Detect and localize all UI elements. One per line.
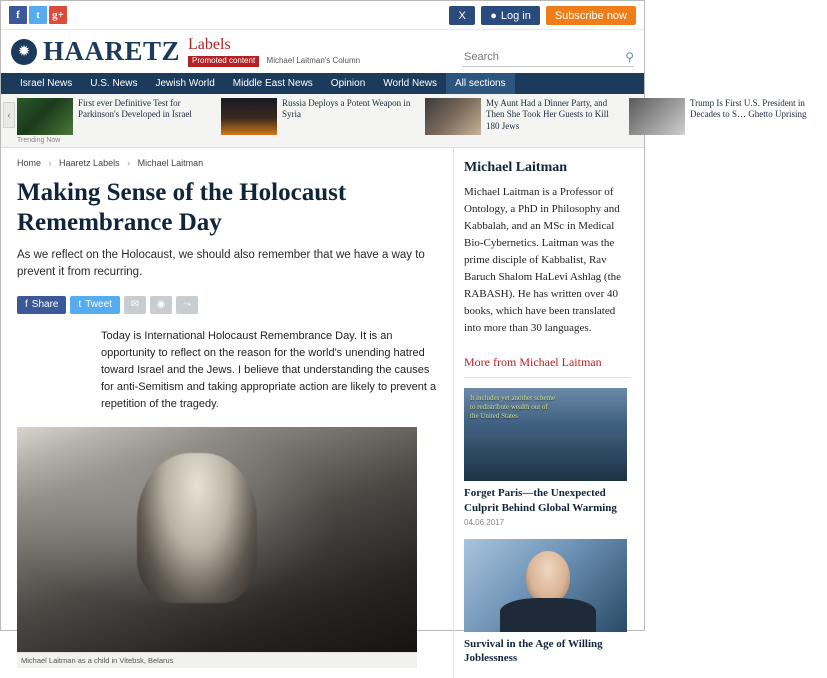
trending-thumbnail (629, 98, 685, 135)
search-input[interactable] (462, 50, 625, 64)
trending-thumbnail (17, 98, 73, 135)
nav-item-us-news[interactable]: U.S. News (90, 78, 138, 89)
breadcrumb-item-author[interactable]: Michael Laitman (137, 158, 204, 168)
login-button[interactable] (481, 6, 540, 25)
main-navigation (1, 73, 644, 94)
page-title: Making Sense of the Holocaust Remembrance Day (17, 179, 347, 236)
trending-items (1, 98, 807, 135)
logo-mark-icon: ✹ (11, 39, 37, 65)
more-from-author-title: More from Michael Laitman (464, 355, 602, 370)
masthead (1, 30, 644, 73)
related-article-title[interactable]: Survival in the Age of Willing Joblessness (464, 638, 603, 665)
twitter-icon: t (78, 299, 82, 310)
trending-strip (1, 94, 807, 148)
promoted-badge: Promoted content (188, 56, 259, 67)
trending-label: Trending Now (17, 137, 61, 144)
share-stumbleupon-icon[interactable]: ⤳ (176, 296, 198, 314)
trending-item[interactable] (17, 98, 215, 135)
article-photo (17, 427, 417, 652)
related-article-date: 04.06.2017 (464, 518, 505, 528)
share-facebook-label: Share (31, 299, 59, 310)
share-twitter-button[interactable] (70, 296, 119, 314)
breadcrumb-separator: › (127, 158, 131, 168)
top-actions (449, 6, 636, 25)
breadcrumb (17, 158, 439, 168)
nav-item-all-sections[interactable]: All sections (446, 73, 515, 94)
nav-item-jewish-world[interactable]: Jewish World (155, 78, 215, 89)
user-icon: ● (490, 9, 497, 22)
trending-item-title: First ever Definitive Test for Parkinson's Developed in Israel (78, 98, 192, 120)
article-body (101, 328, 439, 413)
facebook-icon[interactable]: f (9, 6, 27, 24)
thumbnail-portrait-body (500, 598, 596, 632)
trending-thumbnail (221, 98, 277, 135)
thumbnail-gradient (464, 437, 627, 481)
google-plus-icon[interactable]: g+ (49, 6, 67, 24)
article-paragraph: Today is International Holocaust Remembrance Day. It is an opportunity to reflect on the reason for the world's unending hatred toward Israel and the Jews. I believe that understanding the causes for anti-Semitism and taking appropriate action are likely to prevent a repetition of the tragedy. (101, 329, 437, 410)
search-box[interactable] (462, 50, 634, 67)
twitter-icon[interactable]: t (29, 6, 47, 24)
trending-item-title: Russia Deploys a Potent Weapon in Syria (282, 98, 411, 120)
site-logo[interactable] (11, 36, 180, 67)
facebook-icon: f (25, 299, 28, 310)
related-thumbnail (464, 388, 627, 481)
article-column (1, 148, 453, 678)
search-icon[interactable]: ⚲ (625, 50, 634, 64)
share-email-icon[interactable]: ✉ (124, 296, 146, 314)
nav-item-opinion[interactable]: Opinion (330, 78, 366, 89)
related-article-card[interactable] (464, 388, 630, 527)
trending-item[interactable] (425, 98, 623, 135)
breadcrumb-separator: › (48, 158, 52, 168)
trending-thumbnail (425, 98, 481, 135)
sidebar-author-rail (453, 148, 644, 678)
trending-item-title: Trump Is First U.S. President in Decades to S… Ghetto Uprising (690, 98, 807, 120)
top-social-bar (1, 1, 644, 30)
article-standfirst: As we reflect on the Holocaust, we should also remember that we have a way to prevent it from recurring. (17, 249, 425, 279)
author-bio: Michael Laitman is a Professor of Ontology, a PhD in Philosophy and Kabbalah, and an MSc in Medical Bio-Cybernetics. Laitman was the prime disciple of Kabbalist, Rav Baruch Shalom HaLevi Ashlag (the RABASH). He has written over 40 books, which have been translated into more than 30 languages. (464, 186, 622, 335)
share-reddit-icon[interactable]: ◉ (150, 296, 172, 314)
breadcrumb-item-labels[interactable]: Haaretz Labels (59, 158, 120, 168)
login-label: Log in (500, 9, 531, 22)
share-row (17, 296, 439, 314)
related-thumbnail (464, 539, 627, 632)
labels-title[interactable]: Labels (188, 35, 231, 53)
trending-item-title: My Aunt Had a Dinner Party, and Then She Took Her Guests to Kill 180 Jews (486, 98, 609, 131)
nav-item-israel-news[interactable]: Israel News (20, 78, 73, 89)
related-thumbnail-overlay-text: It includes yet another scheme to redistribute wealth out of the United States (470, 394, 556, 420)
trending-item[interactable] (629, 98, 827, 135)
close-button[interactable]: X (449, 6, 475, 25)
column-byline: Michael Laitman's Column (266, 56, 361, 66)
labels-block (188, 36, 360, 67)
related-article-title[interactable]: Forget Paris—the Unexpected Culprit Behind Global Warming (464, 487, 617, 514)
share-twitter-label: Tweet (85, 299, 112, 310)
article-figure (17, 427, 439, 668)
related-article-card[interactable] (464, 539, 630, 666)
subscribe-button[interactable]: Subscribe now (546, 6, 636, 25)
page-root (1, 1, 807, 665)
logo-wordmark: HAARETZ (43, 36, 181, 66)
share-facebook-button[interactable] (17, 296, 66, 314)
nav-item-middle-east-news[interactable]: Middle East News (232, 78, 313, 89)
trending-prev-button[interactable]: ‹ (3, 102, 15, 128)
divider (464, 377, 630, 378)
thumbnail-portrait (526, 551, 570, 603)
photo-subject (137, 453, 257, 603)
trending-item[interactable] (221, 98, 419, 135)
author-name: Michael Laitman (464, 160, 568, 175)
breadcrumb-item-home[interactable]: Home (17, 158, 42, 168)
content-area (1, 148, 644, 678)
nav-item-world-news[interactable]: World News (383, 78, 437, 89)
social-links (9, 6, 67, 24)
figure-caption: Michael Laitman as a child in Vitebsk, Belarus (17, 652, 417, 668)
